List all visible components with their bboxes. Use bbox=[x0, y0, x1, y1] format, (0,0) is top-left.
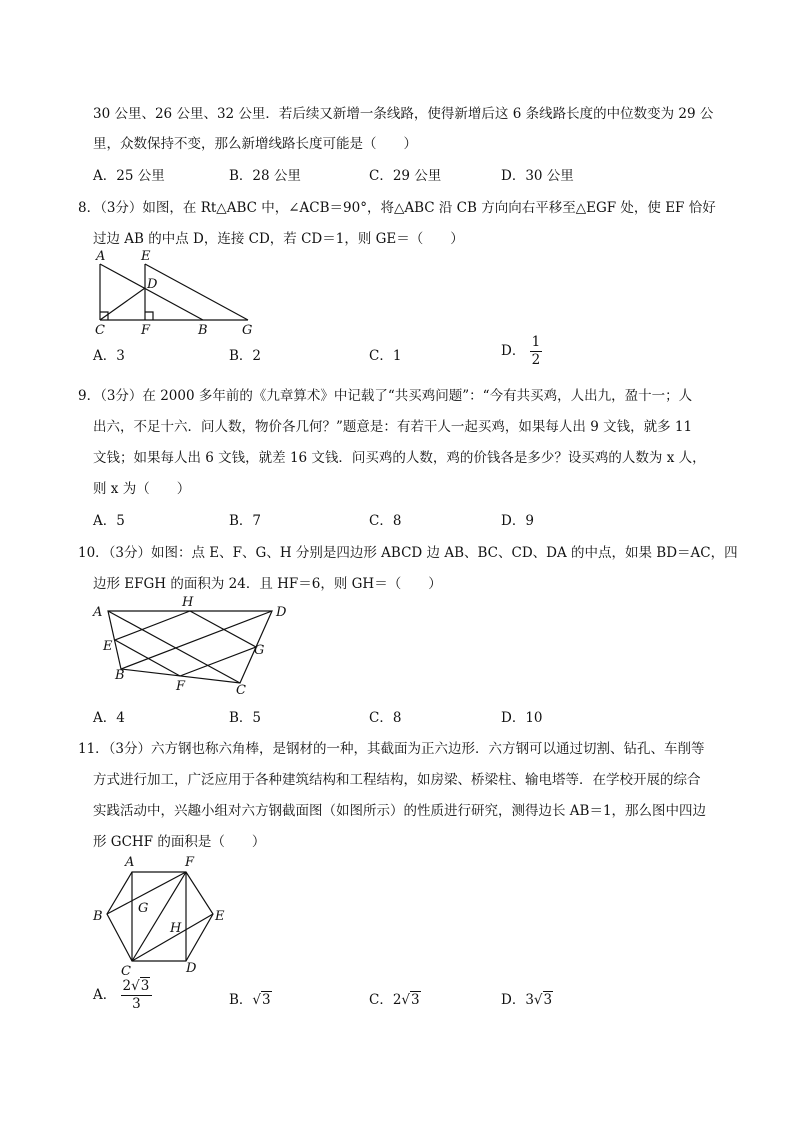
q8-segment-eg bbox=[145, 264, 248, 320]
q11-option-b-radicand: 3 bbox=[262, 992, 271, 1008]
q11-option-a-denominator: 3 bbox=[132, 995, 141, 1012]
q11-option-c-sqrt-icon: √ bbox=[401, 992, 411, 1008]
q9-text-line-1: 9．（3分）在 2000 多年前的《九章算术》中记载了“共买鸡问题”：“今有共买鸡，人出九，盈十一；人 bbox=[78, 388, 693, 404]
q10-label-h: H bbox=[182, 595, 194, 610]
q11-label-c: C bbox=[121, 964, 131, 979]
q10-text-line-1: 10．（3分）如图：点 E、F、G、H 分别是四边形 ABCD 边 AB、BC、CD、DA 的中点，如果 BD＝AC，四 bbox=[78, 545, 738, 561]
q11-option-a-sqrt-icon: √ bbox=[131, 978, 140, 994]
q10-diagonal-bd bbox=[121, 611, 272, 669]
q11-label-b: B bbox=[93, 909, 103, 924]
q8-label-d: D bbox=[147, 277, 158, 292]
q11-text-line-1: 11．（3分）六方钢也称六角棒，是钢材的一种，其截面为正六边形．六方钢可以通过切割、钻孔、车削等 bbox=[78, 741, 705, 757]
q8-label-f: F bbox=[141, 323, 151, 338]
q10-label-d: D bbox=[276, 605, 287, 620]
q11-option-a-coefficient: 2 bbox=[122, 978, 132, 994]
q8-figure bbox=[90, 246, 260, 338]
q10-label-b: B bbox=[115, 668, 125, 683]
q11-option-d-radicand: 3 bbox=[543, 992, 553, 1008]
q7-text-line-2a: 里，众数保持不变，那么新增线路长度可能是（ ） bbox=[93, 136, 417, 152]
q11-option-c-label: C．2 bbox=[369, 992, 402, 1008]
q8-right-angle-f bbox=[145, 312, 153, 320]
q11-option-b-sqrt-icon: √ bbox=[252, 992, 262, 1008]
q11-option-b-label: B． bbox=[229, 992, 253, 1008]
q7-option-a: A．25 公里 bbox=[93, 168, 165, 184]
q11-label-g: G bbox=[138, 901, 149, 916]
q8-option-d bbox=[501, 336, 542, 367]
q11-option-b bbox=[229, 988, 272, 1008]
q7-option-d: D．30 公里 bbox=[501, 168, 574, 184]
q10-quadrilateral-efgh bbox=[115, 611, 256, 676]
q11-option-d-label: D．3 bbox=[501, 992, 534, 1008]
q8-option-d-numerator: 1 bbox=[531, 334, 541, 350]
q11-option-a-numerator bbox=[121, 980, 153, 996]
q11-label-h: H bbox=[170, 921, 182, 936]
q11-option-a-fraction bbox=[121, 980, 153, 1011]
q11-label-f: F bbox=[185, 855, 195, 870]
q11-option-a bbox=[93, 980, 152, 1011]
q8-option-d-fraction bbox=[530, 336, 543, 367]
q11-option-a-label: A． bbox=[93, 987, 117, 1003]
q10-option-a: A．4 bbox=[93, 710, 125, 726]
q11-label-a: A bbox=[125, 855, 135, 870]
q11-text-line-3: 实践活动中，兴趣小组对六方钢截面图（如图所示）的性质进行研究，测得边长 AB＝1，那么图中四边 bbox=[93, 803, 707, 819]
q7-text-line-1: 30 公里、26 公里、32 公里．若后续又新增一条线路，使得新增后这 6 条线路长度的中位数变为 29 公 bbox=[93, 106, 714, 122]
q8-label-g: G bbox=[242, 323, 253, 338]
q9-option-c: C．8 bbox=[369, 513, 402, 529]
q11-option-c bbox=[369, 988, 421, 1008]
q10-label-c: C bbox=[236, 683, 246, 698]
q10-option-c: C．8 bbox=[369, 710, 402, 726]
q10-label-a: A bbox=[93, 605, 103, 620]
q10-text-line-2: 边形 EFGH 的面积为 24．且 HF＝6，则 GH＝（ ） bbox=[93, 576, 442, 592]
q9-text-line-2: 出六，不足十六．问人数，物价各几何？”题意是：有若干人一起买鸡，如果每人出 9 文钱，就多 11 bbox=[93, 419, 693, 435]
q11-text-line-4: 形 GCHF 的面积是（ ） bbox=[93, 834, 266, 850]
q8-label-a: A bbox=[96, 249, 106, 264]
q8-text-line-1: 8．（3分）如图，在 Rt△ABC 中，∠ACB＝90°，将△ABC 沿 CB 方向向右平移至△EGF 处，使 EF 恰好 bbox=[78, 200, 716, 216]
q9-text-line-3: 文钱；如果每人出 6 文钱，就差 16 文钱．问买鸡的人数，鸡的价钱各是多少？设买鸡的人数为 x 人， bbox=[93, 450, 706, 466]
q9-option-a: A．5 bbox=[93, 513, 125, 529]
q7-option-b: B．28 公里 bbox=[229, 168, 301, 184]
q11-option-a-radicand: 3 bbox=[140, 978, 150, 994]
q10-label-g: G bbox=[254, 643, 265, 658]
q9-option-b: B．7 bbox=[229, 513, 262, 529]
q10-label-f: F bbox=[176, 679, 186, 694]
q8-option-c: C．1 bbox=[369, 348, 402, 364]
q11-option-d bbox=[501, 988, 553, 1008]
q11-text-line-2: 方式进行加工，广泛应用于各种建筑结构和工程结构，如房梁、桥梁柱、输电塔等．在学校开展的综合 bbox=[93, 772, 701, 788]
q8-option-d-denominator: 2 bbox=[531, 351, 541, 368]
q11-segment-cf bbox=[132, 872, 186, 961]
q11-option-c-radicand: 3 bbox=[411, 992, 420, 1008]
q8-option-a: A．3 bbox=[93, 348, 125, 364]
q11-label-e: E bbox=[215, 909, 225, 924]
q11-option-d-sqrt-icon: √ bbox=[533, 992, 543, 1008]
q8-label-e: E bbox=[141, 249, 151, 264]
q8-option-d-label: D． bbox=[501, 343, 526, 359]
q9-text-line-4: 则 x 为（ ） bbox=[93, 481, 191, 497]
q10-option-d: D．10 bbox=[501, 710, 543, 726]
q7-option-c: C．29 公里 bbox=[369, 168, 442, 184]
q9-option-d: D．9 bbox=[501, 513, 534, 529]
q8-segment-cd bbox=[100, 288, 145, 320]
q8-text-line-2: 过边 AB 的中点 D，连接 CD，若 CD＝1，则 GE＝（ ） bbox=[93, 231, 464, 247]
q10-option-b: B．5 bbox=[229, 710, 262, 726]
q10-label-e: E bbox=[103, 639, 113, 654]
q11-figure bbox=[88, 852, 238, 980]
q10-figure bbox=[88, 594, 288, 700]
q8-option-b: B．2 bbox=[229, 348, 262, 364]
q8-label-b: B bbox=[198, 323, 208, 338]
q7-text-line-2 bbox=[93, 132, 417, 152]
q11-label-d: D bbox=[186, 961, 197, 976]
q8-label-c: C bbox=[95, 323, 105, 338]
